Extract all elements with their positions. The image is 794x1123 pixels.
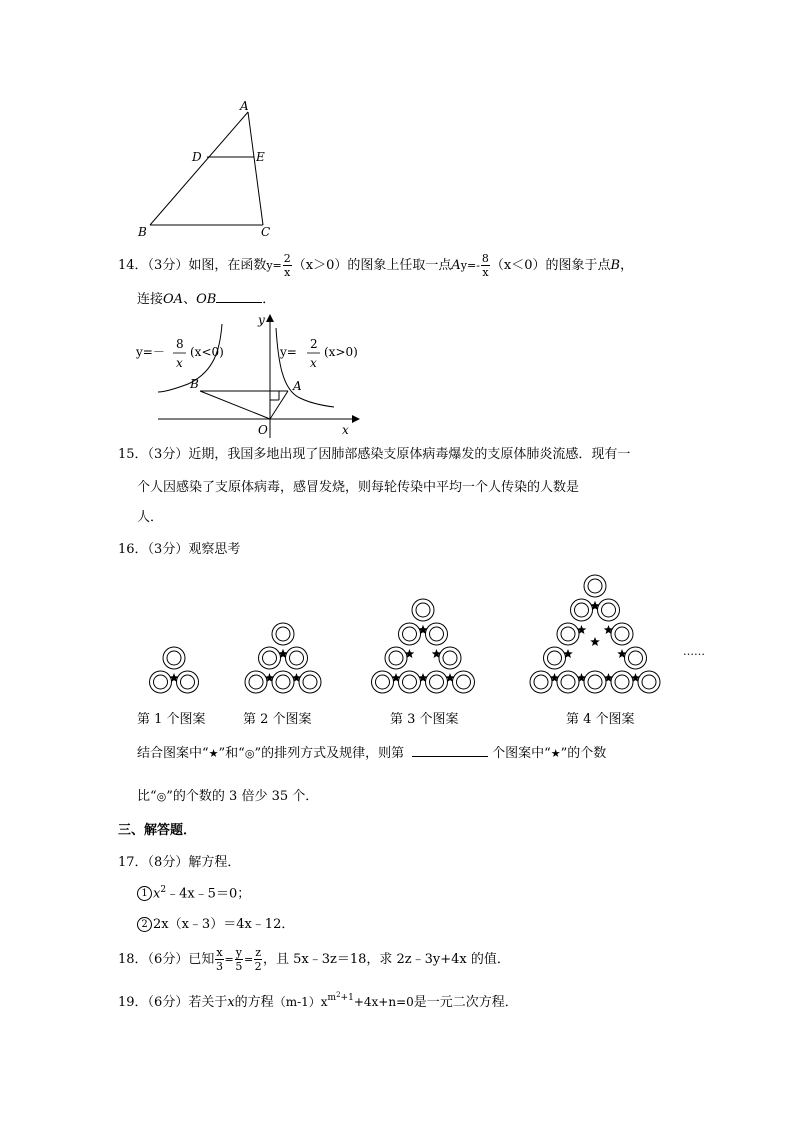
star-icon [577,625,587,634]
ring-icon [177,671,199,693]
point-label-o: O [258,423,268,437]
question-15-line-2 [137,481,579,494]
q19-eq-a: （m-1）x [273,995,328,1009]
q19-pre: 19．（6分）若关于 [118,995,228,1010]
pattern-caption-1: 第 1 个图案 [137,712,206,727]
star-icon: ★ [550,747,561,760]
star-icon [391,673,401,682]
patterns-figure [130,560,730,700]
question-15-line-3 [137,511,163,524]
q19-var: x [227,995,235,1010]
star-icon [292,673,302,682]
ring-icon [611,623,633,645]
ring-icon: ◎ [156,790,167,803]
q14-cond-2: （x＜0）的图象于点 [490,258,611,273]
q14-y1: y= [266,259,282,272]
circled-number-2: 2 [137,917,152,932]
point-label-a: A [240,99,249,113]
ring-icon [245,671,267,693]
point-label-b: B [138,225,147,239]
triangle-figure [130,96,280,242]
point-label-a14: A [293,379,302,393]
star-icon [550,673,560,682]
ring-icon [611,671,633,693]
ring-icon [584,575,606,597]
star-icon [169,673,179,682]
q18-eq1: = [224,953,234,966]
star-icon [405,649,415,658]
q19-eq-b: +4x+n=0 [353,995,414,1009]
ring-icon [286,647,308,669]
graph-label-right-pre: y= [280,345,297,359]
q17-eq1-rest: ﹣4x﹣5＝0； [166,886,251,902]
q16-t3: ”的排列方式及规律，则第 [254,746,405,761]
answer-blank-16[interactable] [412,756,488,757]
ring-icon [399,671,421,693]
q17-eq2-text: 2x（x﹣3）＝4x﹣12． [153,917,295,932]
graph-label-right-num: 2 [310,337,318,351]
star-icon [265,673,275,682]
ring-icon [426,623,448,645]
star-icon [590,601,600,610]
ring-icon [439,647,461,669]
star-icon [418,673,428,682]
q18-fraction-y: $\frac{y}{5}$ [235,946,243,973]
star-icon [577,673,587,682]
q19-mid: 的方程 [234,995,274,1010]
q18-fraction-z: $\frac{z}{2}$ [254,946,262,973]
star-icon [617,649,627,658]
q14-y2: y=- [460,259,480,272]
q18-fraction-x: $\frac{x}{3}$ [215,946,223,973]
q14-point-a: A [451,258,461,273]
ring-icon: ◎ [244,747,255,760]
question-16-title: 16．（3分）观察思考 [118,542,241,557]
ring-icon [625,647,647,669]
ring-icon [638,671,660,693]
question-17-title: 17．（8分）解方程． [118,855,241,870]
ring-icon [385,647,407,669]
ring-icon [372,671,394,693]
pattern-caption-2: 第 2 个图案 [243,712,312,727]
point-label-d: D [192,150,202,164]
ring-icon [598,599,620,621]
star-icon [631,673,641,682]
star-icon: ★ [208,747,219,760]
ring-icon [272,623,294,645]
q15-text-3: 人． [137,510,164,525]
question-16-line-1 [137,747,606,760]
star-icon [604,673,614,682]
axis-label-y: y [258,313,265,327]
question-14-line-1 [118,253,633,278]
ring-icon [412,599,434,621]
graph-label-left-num: 8 [176,337,184,351]
q14-connect: 连接 [137,292,164,307]
ring-icon [544,647,566,669]
star-icon [445,673,455,682]
graph-label-left-pre: y=－ [136,345,165,359]
question-19 [118,991,518,1010]
ring-icon [530,671,552,693]
star-icon [604,625,614,634]
q14-fraction-1: $\frac{2}{x}$ [283,252,291,279]
pattern-caption-4: 第 4 个图案 [566,712,635,727]
q14-comma: ， [620,258,634,273]
point-label-b14: B [190,377,199,391]
q14-fraction-2: $\frac{8}{x}$ [481,252,489,279]
q16-t1: 结合图案中“ [137,746,209,761]
q16-t2: ”和“ [218,746,245,761]
q18-post: ，且 5x﹣3z＝18，求 2z﹣3y+4x 的值． [263,952,510,967]
ring-icon [557,623,579,645]
axis-label-x: x [342,423,349,437]
ring-icon [584,671,606,693]
star-icon [418,625,428,634]
q17-x: x [153,886,161,902]
ring-icon [272,671,294,693]
q14-point-b: B [610,258,621,273]
circled-number-1: 1 [137,886,152,901]
ring-icon [399,623,421,645]
ring-icon [571,599,593,621]
q16-t6: 比“ [137,789,157,804]
ring-icon [557,671,579,693]
graph-label-right-cond: (x>0) [324,345,358,359]
q18-pre: 18．（6分）已知 [118,952,215,967]
ring-icon [299,671,321,693]
q17-sup: 2 [160,885,167,895]
section-heading: 三、解答题． [118,823,197,838]
ring-icon [150,671,172,693]
ring-icon [163,647,185,669]
graph-label-left-cond: (x<0) [190,345,224,359]
q16-t5: ”的个数 [560,746,607,761]
q14-cond-1: （x＞0）的图象上任取一点 [292,258,452,273]
q18-eq2: = [243,953,254,966]
question-17-eq-2 [137,917,294,932]
ring-icon [426,671,448,693]
star-icon [432,649,442,658]
q16-t7: ”的个数的 3 倍少 35 个． [166,789,319,804]
question-14-line-2 [137,293,275,306]
question-18 [118,947,510,972]
function-graph-figure [130,310,370,440]
answer-blank-14[interactable] [216,302,262,303]
point-label-c: C [261,225,271,239]
star-icon [563,649,573,658]
ring-icon [259,647,281,669]
q14-sep: 、 [183,292,197,307]
star-icon [590,637,600,646]
q19-exponent: m2+1 [327,991,354,1003]
q19-post: 是一元二次方程． [413,995,518,1010]
ring-icon [453,671,475,693]
q15-text-2: 个人因感染了支原体病毒，感冒发烧，则每轮传染中平均一个人传染的人数是 [137,480,580,495]
q14-oa: OA [163,292,184,307]
graph-label-left-den: x [176,356,183,370]
point-label-e: E [256,150,265,164]
q14-ob: OB [196,292,217,307]
pattern-caption-3: 第 3 个图案 [390,712,459,727]
graph-label-right-den: x [310,356,317,370]
pattern-ellipsis: …… [683,645,705,658]
question-15-line-1: 15．（3分）近期，我国多地出现了因肺部感染支原体病毒爆发的支原体肺炎流感．现有一 [118,447,631,462]
question-16-line-2 [137,790,318,803]
question-17-eq-1 [137,886,250,901]
q16-t4: 个图案中“ [492,746,551,761]
q14-period: ． [262,292,276,307]
q14-number: 14．（3分）如图，在函数 [118,258,267,273]
star-icon [278,649,288,658]
